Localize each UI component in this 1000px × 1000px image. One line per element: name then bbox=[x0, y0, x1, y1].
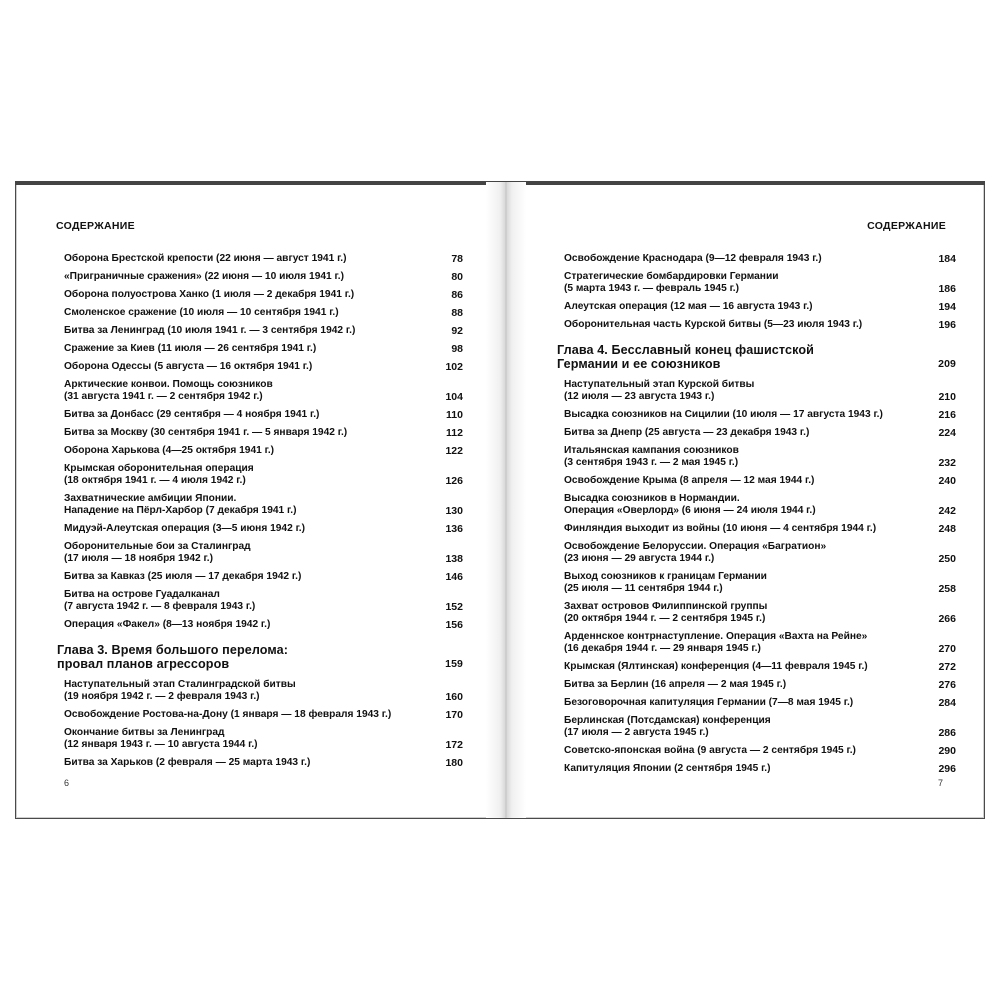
toc-entry-title: Битва за Ленинград (10 июля 1941 г. — 3 сентября 1942 г.) bbox=[64, 325, 356, 336]
toc-entry-title: Битва за Донбасс (29 сентября — 4 ноября 1941 г.) bbox=[64, 409, 320, 420]
toc-entry-title: Освобождение Ростова-на-Дону (1 января — 18 февраля 1943 г.) bbox=[64, 709, 392, 720]
toc-entry bbox=[64, 409, 463, 421]
toc-entry-page: 210 bbox=[938, 391, 956, 403]
toc-entry-title: Глава 4. Бесславный конец фашистской Германии и ее союзников bbox=[557, 343, 814, 371]
toc-entry bbox=[64, 463, 463, 487]
toc-entry-page: 88 bbox=[451, 307, 463, 319]
toc-entry-page: 240 bbox=[938, 475, 956, 487]
toc-entry-title: Итальянская кампания союзников (3 сентября 1943 г. — 2 мая 1945 г.) bbox=[564, 445, 739, 468]
toc-entry-page: 232 bbox=[938, 457, 956, 469]
toc-entry-page: 80 bbox=[451, 271, 463, 283]
toc-entry-title: Советско-японская война (9 августа — 2 сентября 1945 г.) bbox=[564, 745, 856, 756]
toc-entry-title: Берлинская (Потсдамская) конференция (17 июля — 2 августа 1945 г.) bbox=[564, 715, 771, 738]
toc-entry bbox=[64, 541, 463, 565]
toc-entry bbox=[564, 271, 956, 295]
toc-entry bbox=[564, 631, 956, 655]
toc-entry-page: 172 bbox=[445, 739, 463, 751]
toc-entry-page: 122 bbox=[445, 445, 463, 457]
toc-entry-page: 126 bbox=[445, 475, 463, 487]
toc-entry-title: Оборона полуострова Ханко (1 июля — 2 декабря 1941 г.) bbox=[64, 289, 355, 300]
toc-entry bbox=[564, 745, 956, 757]
toc-entry bbox=[564, 409, 956, 421]
toc-entry bbox=[564, 715, 956, 739]
page-number: 6 bbox=[64, 778, 70, 788]
toc-entry-title: Сражение за Киев (11 июля — 26 сентября 1941 г.) bbox=[64, 343, 317, 354]
toc-entry bbox=[564, 379, 956, 403]
toc-entry-page: 270 bbox=[938, 643, 956, 655]
open-book bbox=[15, 181, 985, 819]
toc-entry-title: Битва за Харьков (2 февраля — 25 марта 1943 г.) bbox=[64, 757, 311, 768]
toc-entry bbox=[64, 253, 463, 265]
toc-entry-page: 138 bbox=[445, 553, 463, 565]
toc-entry bbox=[64, 571, 463, 583]
toc-entry bbox=[564, 253, 956, 265]
toc-entry-page: 184 bbox=[938, 253, 956, 265]
toc-entry-title: Освобождение Крыма (8 апреля — 12 мая 1944 г.) bbox=[564, 475, 815, 486]
toc-entry bbox=[564, 601, 956, 625]
toc-entry bbox=[64, 493, 463, 517]
toc-entry-page: 98 bbox=[451, 343, 463, 355]
toc-chapter-heading bbox=[557, 343, 956, 371]
toc-entry bbox=[64, 727, 463, 751]
toc-entry bbox=[564, 445, 956, 469]
toc-entry-page: 110 bbox=[446, 409, 463, 421]
toc-entry-title: Битва на острове Гуадалканал (7 августа 1942 г. — 8 февраля 1943 г.) bbox=[64, 589, 256, 612]
toc-entry-title: Битва за Москву (30 сентября 1941 г. — 5 января 1942 г.) bbox=[64, 427, 348, 438]
toc-entry-page: 152 bbox=[445, 601, 463, 613]
toc-entry bbox=[564, 763, 956, 775]
toc-entry-title: Мидуэй-Алеутская операция (3—5 июня 1942 г.) bbox=[64, 523, 306, 534]
toc-entry-page: 276 bbox=[938, 679, 956, 691]
toc-entry bbox=[64, 427, 463, 439]
toc-entry bbox=[564, 571, 956, 595]
toc-entry-title: Наступательный этап Курской битвы (12 июля — 23 августа 1943 г.) bbox=[564, 379, 755, 402]
toc-entry bbox=[64, 325, 463, 337]
toc-entry-title: Битва за Берлин (16 апреля — 2 мая 1945 г.) bbox=[564, 679, 787, 690]
toc-entry-page: 194 bbox=[938, 301, 956, 313]
toc-entry-page: 296 bbox=[938, 763, 956, 775]
toc-entry-title: Оборона Одессы (5 августа — 16 октября 1941 г.) bbox=[64, 361, 313, 372]
toc-entry-page: 86 bbox=[451, 289, 463, 301]
toc-entry-page: 242 bbox=[938, 505, 956, 517]
toc-entry-title: Безоговорочная капитуляция Германии (7—8 мая 1945 г.) bbox=[564, 697, 854, 708]
toc-entry-page: 250 bbox=[938, 553, 956, 565]
toc-entry bbox=[564, 679, 956, 691]
toc-entry bbox=[64, 445, 463, 457]
toc-entry bbox=[564, 301, 956, 313]
toc-entry-title: Захватнические амбиции Японии. Нападение на Пёрл-Харбор (7 декабря 1941 г.) bbox=[64, 493, 297, 516]
toc-entry-page: 180 bbox=[445, 757, 463, 769]
toc-entry-page: 258 bbox=[938, 583, 956, 595]
toc-list bbox=[557, 253, 956, 781]
toc-chapter-heading bbox=[57, 643, 463, 671]
toc-entry-page: 216 bbox=[938, 409, 956, 421]
toc-entry-title: Оборонительные бои за Сталинград (17 июля — 18 ноября 1942 г.) bbox=[64, 541, 251, 564]
toc-entry-page: 130 bbox=[445, 505, 463, 517]
toc-entry-title: Капитуляция Японии (2 сентября 1945 г.) bbox=[564, 763, 771, 774]
toc-entry-page: 248 bbox=[938, 523, 956, 535]
toc-entry-title: Стратегические бомбардировки Германии (5 марта 1943 г. — февраль 1945 г.) bbox=[564, 271, 779, 294]
toc-entry bbox=[64, 523, 463, 535]
toc-entry bbox=[64, 289, 463, 301]
toc-entry-page: 286 bbox=[938, 727, 956, 739]
toc-entry-title: Оборона Харькова (4—25 октября 1941 г.) bbox=[64, 445, 275, 456]
toc-entry bbox=[564, 523, 956, 535]
toc-entry-title: Алеутская операция (12 мая — 16 августа 1943 г.) bbox=[564, 301, 813, 312]
toc-entry bbox=[564, 427, 956, 439]
toc-entry bbox=[64, 271, 463, 283]
toc-entry bbox=[64, 361, 463, 373]
toc-entry-page: 146 bbox=[445, 571, 463, 583]
toc-entry-title: Освобождение Краснодара (9—12 февраля 1943 г.) bbox=[564, 253, 822, 264]
toc-entry bbox=[564, 697, 956, 709]
toc-entry-page: 104 bbox=[445, 391, 463, 403]
toc-entry-title: Окончание битвы за Ленинград (12 января 1943 г. — 10 августа 1944 г.) bbox=[64, 727, 258, 750]
toc-entry-title: Смоленское сражение (10 июля — 10 сентября 1941 г.) bbox=[64, 307, 339, 318]
toc-entry bbox=[564, 541, 956, 565]
toc-entry-page: 186 bbox=[938, 283, 956, 295]
toc-entry bbox=[64, 343, 463, 355]
toc-entry-title: Арденнское контрнаступление. Операция «Вахта на Рейне» (16 декабря 1944 г. — 29 января 1945 г.) bbox=[564, 631, 868, 654]
right-page bbox=[526, 182, 986, 818]
toc-entry-title: Наступательный этап Сталинградской битвы (19 ноября 1942 г. — 2 февраля 1943 г.) bbox=[64, 679, 296, 702]
toc-entry-title: Крымская оборонительная операция (18 октября 1941 г. — 4 июля 1942 г.) bbox=[64, 463, 254, 486]
toc-entry bbox=[564, 661, 956, 673]
running-header: СОДЕРЖАНИЕ bbox=[867, 220, 946, 232]
toc-entry bbox=[564, 319, 956, 331]
toc-entry-title: Глава 3. Время большого перелома: провал планов агрессоров bbox=[57, 643, 289, 671]
toc-entry-title: Битва за Кавказ (25 июля — 17 декабря 1942 г.) bbox=[64, 571, 302, 582]
toc-entry-page: 92 bbox=[451, 325, 463, 337]
toc-entry-page: 78 bbox=[451, 253, 463, 265]
toc-entry bbox=[564, 493, 956, 517]
toc-entry-page: 112 bbox=[446, 427, 463, 439]
toc-entry-title: Финляндия выходит из войны (10 июня — 4 сентября 1944 г.) bbox=[564, 523, 877, 534]
toc-entry-page: 160 bbox=[445, 691, 463, 703]
toc-entry-title: Высадка союзников на Сицилии (10 июля — 17 августа 1943 г.) bbox=[564, 409, 883, 420]
toc-entry-title: «Приграничные сражения» (22 июня — 10 июля 1941 г.) bbox=[64, 271, 344, 282]
toc-entry-title: Битва за Днепр (25 августа — 23 декабря 1943 г.) bbox=[564, 427, 810, 438]
toc-entry bbox=[64, 379, 463, 403]
toc-entry-page: 136 bbox=[445, 523, 463, 535]
toc-entry-page: 224 bbox=[938, 427, 956, 439]
toc-entry-title: Оборона Брестской крепости (22 июня — август 1941 г.) bbox=[64, 253, 347, 264]
toc-entry bbox=[64, 619, 463, 631]
toc-entry-page: 196 bbox=[938, 319, 956, 331]
toc-entry-page: 209 bbox=[938, 358, 956, 370]
toc-entry-title: Операция «Факел» (8—13 ноября 1942 г.) bbox=[64, 619, 271, 630]
toc-entry-page: 266 bbox=[938, 613, 956, 625]
toc-entry-page: 284 bbox=[938, 697, 956, 709]
toc-entry-page: 272 bbox=[938, 661, 956, 673]
running-header: СОДЕРЖАНИЕ bbox=[56, 220, 135, 232]
toc-entry bbox=[64, 589, 463, 613]
toc-entry-title: Оборонительная часть Курской битвы (5—23 июля 1943 г.) bbox=[564, 319, 863, 330]
toc-entry-title: Захват островов Филиппинской группы (20 октября 1944 г. — 2 сентября 1945 г.) bbox=[564, 601, 768, 624]
toc-entry-title: Крымская (Ялтинская) конференция (4—11 февраля 1945 г.) bbox=[564, 661, 868, 672]
toc-entry-title: Арктические конвои. Помощь союзников (31 августа 1941 г. — 2 сентября 1942 г.) bbox=[64, 379, 273, 402]
toc-entry bbox=[64, 679, 463, 703]
toc-entry bbox=[64, 307, 463, 319]
toc-list bbox=[57, 253, 463, 775]
toc-entry-title: Освобождение Белоруссии. Операция «Багратион» (23 июня — 29 августа 1944 г.) bbox=[564, 541, 827, 564]
book-gutter bbox=[486, 182, 526, 818]
toc-entry-title: Высадка союзников в Нормандии. Операция «Оверлорд» (6 июня — 24 июля 1944 г.) bbox=[564, 493, 816, 516]
toc-entry bbox=[64, 757, 463, 769]
toc-entry-page: 102 bbox=[445, 361, 463, 373]
toc-entry-title: Выход союзников к границам Германии (25 июля — 11 сентября 1944 г.) bbox=[564, 571, 767, 594]
toc-entry bbox=[64, 709, 463, 721]
toc-entry-page: 156 bbox=[445, 619, 463, 631]
toc-entry-page: 159 bbox=[445, 658, 463, 670]
toc-entry bbox=[564, 475, 956, 487]
left-page bbox=[16, 182, 486, 818]
page-number: 7 bbox=[938, 778, 944, 788]
toc-entry-page: 290 bbox=[938, 745, 956, 757]
toc-entry-page: 170 bbox=[445, 709, 463, 721]
